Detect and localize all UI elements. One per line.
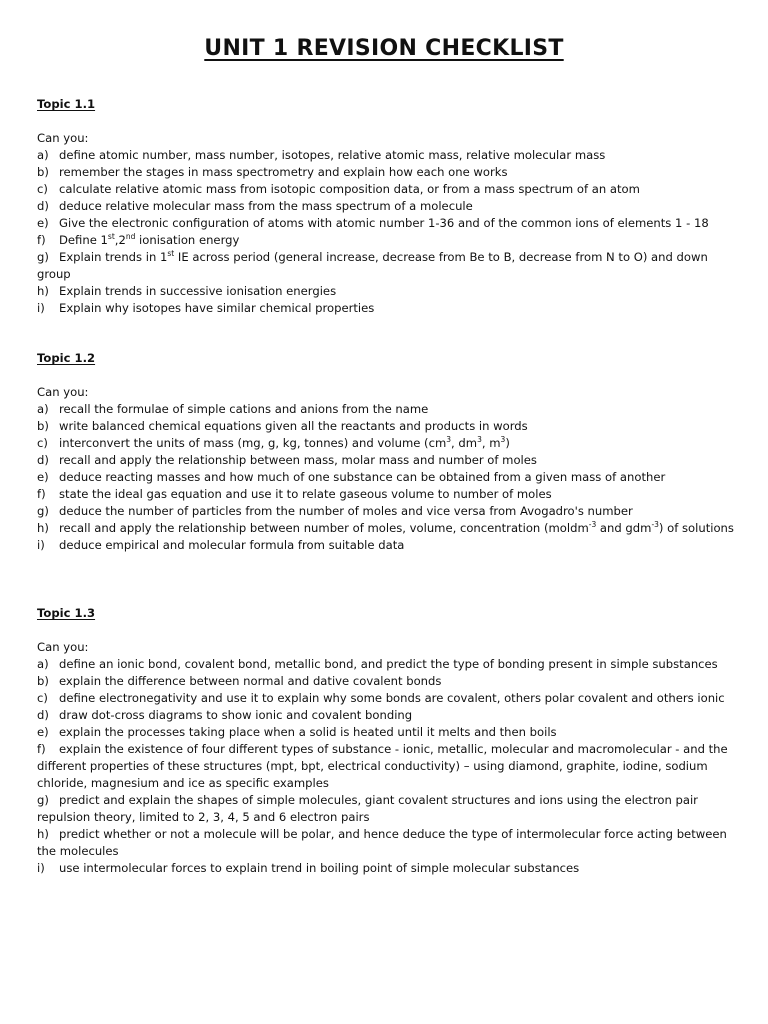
item-label: f)	[37, 233, 46, 247]
list-item	[37, 860, 737, 877]
item-label: b)	[37, 419, 49, 433]
item-text: state the ideal gas equation and use it to relate gaseous volume to number of moles	[59, 487, 552, 501]
item-text-mid: and gdm	[596, 521, 652, 535]
list-item	[37, 181, 737, 198]
item-label: a)	[37, 402, 49, 416]
list-item	[37, 537, 737, 554]
list-item	[37, 418, 737, 435]
list-item	[37, 401, 737, 418]
item-label: c)	[37, 436, 48, 450]
item-superscript: nd	[125, 232, 136, 242]
list-item	[37, 452, 737, 469]
item-text: recall and apply the relationship between mass, molar mass and number of moles	[59, 453, 537, 467]
item-label: g)	[37, 504, 49, 518]
item-text: deduce the number of particles from the number of moles and vice versa from Avogadro's number	[59, 504, 633, 518]
item-superscript: -3	[588, 520, 597, 530]
list-item	[37, 232, 737, 249]
list-item	[37, 300, 737, 317]
item-text: draw dot-cross diagrams to show ionic and covalent bonding	[59, 708, 413, 722]
item-label: h)	[37, 827, 49, 841]
list-item	[37, 249, 737, 283]
list-item	[37, 690, 737, 707]
item-text: explain the difference between normal and dative covalent bonds	[59, 674, 442, 688]
item-text: deduce relative molecular mass from the mass spectrum of a molecule	[59, 199, 473, 213]
intro-text: Can you:	[37, 131, 89, 145]
topic-section-1-1	[37, 96, 737, 317]
item-superscript: st	[167, 249, 175, 259]
item-text-post: ionisation energy	[135, 233, 240, 247]
item-text: calculate relative atomic mass from isotopic composition data, or from a mass spectrum of an atom	[59, 182, 640, 196]
list-item	[37, 283, 737, 300]
intro-text: Can you:	[37, 385, 89, 399]
list-item	[37, 724, 737, 741]
item-text: define atomic number, mass number, isotopes, relative atomic mass, relative molecular mass	[59, 148, 606, 162]
list-item	[37, 435, 737, 452]
list-item	[37, 503, 737, 520]
item-text: predict whether or not a molecule will be polar, and hence deduce the type of intermolecular force acting between the molecules	[37, 827, 727, 858]
item-text: explain the existence of four different types of substance - ionic, metallic, molecular and macromolecular - and the different properties of these structures (mpt, bpt, electrical conductivity) – using diamond, graphite, iodine, sodium chloride, magnesium and ice as specific examples	[37, 742, 728, 790]
list-item	[37, 520, 737, 537]
item-text: explain the processes taking place when a solid is heated until it melts and then boils	[59, 725, 557, 739]
item-text: define electronegativity and use it to explain why some bonds are covalent, others polar covalent and others ionic	[59, 691, 725, 705]
item-label: d)	[37, 453, 49, 467]
item-label: c)	[37, 691, 48, 705]
list-item	[37, 673, 737, 690]
item-label: g)	[37, 793, 49, 807]
item-label: a)	[37, 657, 49, 671]
topic-heading: Topic 1.1	[37, 97, 96, 111]
item-label: i)	[37, 861, 45, 875]
item-text-mid: , dm	[451, 436, 478, 450]
item-text: deduce empirical and molecular formula from suitable data	[59, 538, 405, 552]
item-label: d)	[37, 199, 49, 213]
item-label: h)	[37, 521, 49, 535]
item-label: e)	[37, 470, 49, 484]
list-item	[37, 147, 737, 164]
item-text: recall the formulae of simple cations and anions from the name	[59, 402, 429, 416]
list-item	[37, 656, 737, 673]
item-superscript: -3	[651, 520, 659, 530]
item-label: b)	[37, 165, 49, 179]
item-superscript: st	[107, 232, 115, 242]
item-label: f)	[37, 487, 46, 501]
item-label: g)	[37, 250, 49, 264]
item-label: f)	[37, 742, 46, 756]
list-item	[37, 792, 737, 826]
item-text-pre: Define 1	[59, 233, 108, 247]
item-text-pre: interconvert the units of mass (mg, g, kg, tonnes) and volume (cm	[59, 436, 447, 450]
item-text: deduce reacting masses and how much of one substance can be obtained from a given mass of another	[59, 470, 666, 484]
item-superscript: 3	[446, 435, 452, 445]
item-label: i)	[37, 538, 45, 552]
list-item	[37, 164, 737, 181]
item-label: i)	[37, 301, 45, 315]
item-text-post: ) of solutions	[658, 521, 734, 535]
item-label: c)	[37, 182, 48, 196]
list-item	[37, 215, 737, 232]
item-text-post: )	[505, 436, 510, 450]
item-text: predict and explain the shapes of simple molecules, giant covalent structures and ions using the electron pair repulsion theory, limited to 2, 3, 4, 5 and 6 electron pairs	[37, 793, 698, 824]
list-item	[37, 198, 737, 215]
item-text: remember the stages in mass spectrometry and explain how each one works	[59, 165, 508, 179]
item-label: a)	[37, 148, 49, 162]
list-item	[37, 486, 737, 503]
topic-section-1-2	[37, 350, 737, 554]
item-text: define an ionic bond, covalent bond, metallic bond, and predict the type of bonding present in simple substances	[59, 657, 718, 671]
item-label: d)	[37, 708, 49, 722]
item-text-post: IE across period (general increase, decrease from Be to B, decrease from N to O) and down group	[37, 250, 708, 281]
item-superscript: 3	[477, 435, 482, 445]
list-item	[37, 741, 737, 792]
item-text-pre: Explain trends in 1	[59, 250, 168, 264]
topic-heading: Topic 1.3	[37, 606, 96, 620]
topic-section-1-3	[37, 605, 737, 877]
item-label: e)	[37, 725, 49, 739]
list-item	[37, 469, 737, 486]
item-label: e)	[37, 216, 49, 230]
page-title: UNIT 1 REVISION CHECKLIST	[204, 36, 564, 61]
item-text: Explain why isotopes have similar chemical properties	[59, 301, 375, 315]
item-superscript: 3	[500, 435, 506, 445]
item-label: b)	[37, 674, 49, 688]
item-text: Explain trends in successive ionisation energies	[59, 284, 337, 298]
item-text: Give the electronic configuration of atoms with atomic number 1-36 and of the common ions of elements 1 - 18	[59, 216, 709, 230]
item-label: h)	[37, 284, 49, 298]
list-item	[37, 826, 737, 860]
list-item	[37, 707, 737, 724]
item-text-mid2: , m	[481, 436, 501, 450]
topic-heading: Topic 1.2	[37, 351, 96, 365]
item-text: use intermolecular forces to explain trend in boiling point of simple molecular substances	[59, 861, 580, 875]
item-text-pre: recall and apply the relationship between number of moles, volume, concentration (moldm	[59, 521, 589, 535]
intro-text: Can you:	[37, 640, 89, 654]
item-text: write balanced chemical equations given all the reactants and products in words	[59, 419, 528, 433]
item-text-mid: ,2	[114, 233, 126, 247]
